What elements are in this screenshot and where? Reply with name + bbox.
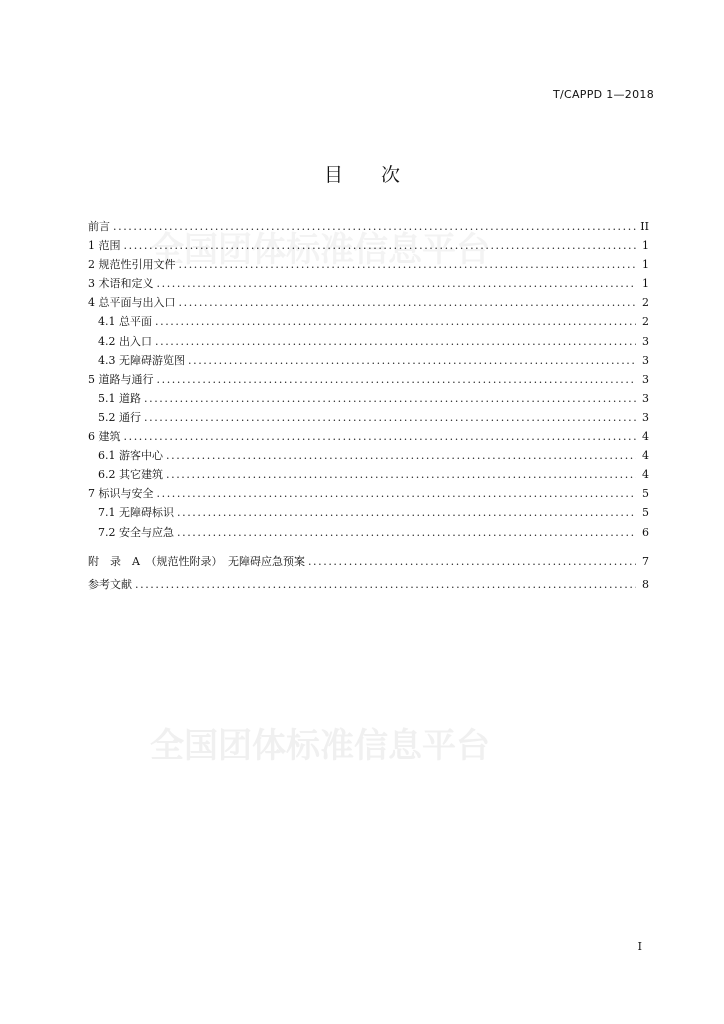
toc-leader: [113, 217, 636, 236]
watermark-top: 全国团体标准信息平台: [150, 230, 490, 270]
toc-entry-label: 6.1 游客中心: [98, 449, 163, 463]
toc-entry-page: II: [640, 220, 649, 233]
toc-subentry[interactable]: [88, 503, 649, 522]
toc-leader: [179, 293, 637, 312]
toc-entry-page: 5: [642, 506, 649, 520]
toc-entry-label: 5 道路与通行: [88, 372, 154, 386]
toc-entry-label: 前言: [88, 220, 110, 233]
toc-leader: [155, 332, 636, 351]
toc-leader: [157, 370, 637, 389]
toc-leader: [157, 484, 637, 503]
toc-leader: [124, 427, 637, 446]
toc-entry-page: 4: [642, 430, 649, 444]
toc-entry-label: 5.1 道路: [98, 391, 141, 405]
toc-entry-page: 2: [642, 315, 649, 329]
toc-entry-page: 3: [642, 353, 649, 367]
toc-entry[interactable]: [88, 217, 649, 236]
toc-entry[interactable]: [88, 255, 649, 274]
toc-leader: [155, 312, 636, 331]
toc-leader: [124, 236, 637, 255]
toc-entry-page: 1: [642, 258, 649, 272]
toc-entry-label: 6.2 其它建筑: [98, 468, 163, 482]
toc-subentry[interactable]: [88, 465, 649, 484]
toc-entry-page: 2: [642, 296, 649, 310]
toc-entry-page: 7: [642, 554, 649, 568]
toc-entry[interactable]: [88, 370, 649, 389]
toc-entry-page: 1: [642, 239, 649, 253]
toc-subentry[interactable]: [88, 351, 649, 370]
toc-entry-label: 7.2 安全与应急: [98, 525, 174, 539]
toc-entry[interactable]: [88, 236, 649, 255]
table-of-contents: [88, 217, 649, 594]
title-part-1: 目: [323, 164, 343, 186]
toc-entry-page: 8: [642, 578, 649, 592]
document-code: T/CAPPD 1—2018: [552, 88, 654, 101]
toc-entry-label: 3 术语和定义: [88, 277, 154, 291]
toc-entry-label: 1 范围: [88, 239, 121, 253]
toc-entry-label: 5.2 通行: [98, 410, 141, 424]
toc-entry-label: 4.1 总平面: [98, 315, 152, 329]
toc-subentry[interactable]: [88, 446, 649, 465]
toc-entry-page: 5: [642, 487, 649, 501]
title-part-2: 次: [381, 164, 401, 186]
toc-entry-label: 4.2 出入口: [98, 334, 152, 348]
toc-appendix-entry[interactable]: [88, 542, 649, 576]
toc-leader: [177, 523, 636, 542]
toc-subentry[interactable]: [88, 408, 649, 427]
toc-leader: [177, 503, 636, 522]
toc-entry[interactable]: [88, 274, 649, 293]
page-title: [0, 160, 724, 187]
toc-leader: [308, 548, 636, 576]
toc-subentry[interactable]: [88, 312, 649, 331]
toc-entry-label: 2 规范性引用文件: [88, 258, 176, 272]
toc-entry-page: 6: [642, 525, 649, 539]
toc-entry-page: 1: [642, 277, 649, 291]
toc-entry[interactable]: [88, 484, 649, 503]
toc-entry-label: 参考文献: [88, 578, 132, 592]
toc-entry-page: 3: [642, 334, 649, 348]
toc-entry-label: 7 标识与安全: [88, 487, 154, 501]
toc-subentry[interactable]: [88, 332, 649, 351]
toc-subentry[interactable]: [88, 389, 649, 408]
toc-entry-label: 4.3 无障碍游览图: [98, 353, 185, 367]
toc-leader: [135, 575, 636, 594]
toc-entry-label: 4 总平面与出入口: [88, 296, 176, 310]
toc-entry-page: 3: [642, 410, 649, 424]
page-number: I: [637, 940, 642, 953]
toc-entry-page: 4: [642, 449, 649, 463]
toc-entry[interactable]: [88, 575, 649, 594]
toc-entry-label: 6 建筑: [88, 430, 121, 444]
toc-entry-label: 7.1 无障碍标识: [98, 506, 174, 520]
toc-leader: [144, 389, 636, 408]
toc-subentry[interactable]: [88, 523, 649, 542]
toc-entry-label: 附 录 A （规范性附录） 无障碍应急预案: [88, 554, 305, 568]
watermark-bottom: 全国团体标准信息平台: [150, 726, 490, 766]
toc-leader: [166, 446, 636, 465]
toc-entry-page: 3: [642, 391, 649, 405]
toc-entry-page: 3: [642, 372, 649, 386]
toc-entry[interactable]: [88, 427, 649, 446]
toc-entry[interactable]: [88, 293, 649, 312]
toc-leader: [166, 465, 636, 484]
toc-leader: [188, 351, 636, 370]
toc-leader: [157, 274, 637, 293]
toc-entry-page: 4: [642, 468, 649, 482]
toc-leader: [179, 255, 637, 274]
toc-leader: [144, 408, 636, 427]
